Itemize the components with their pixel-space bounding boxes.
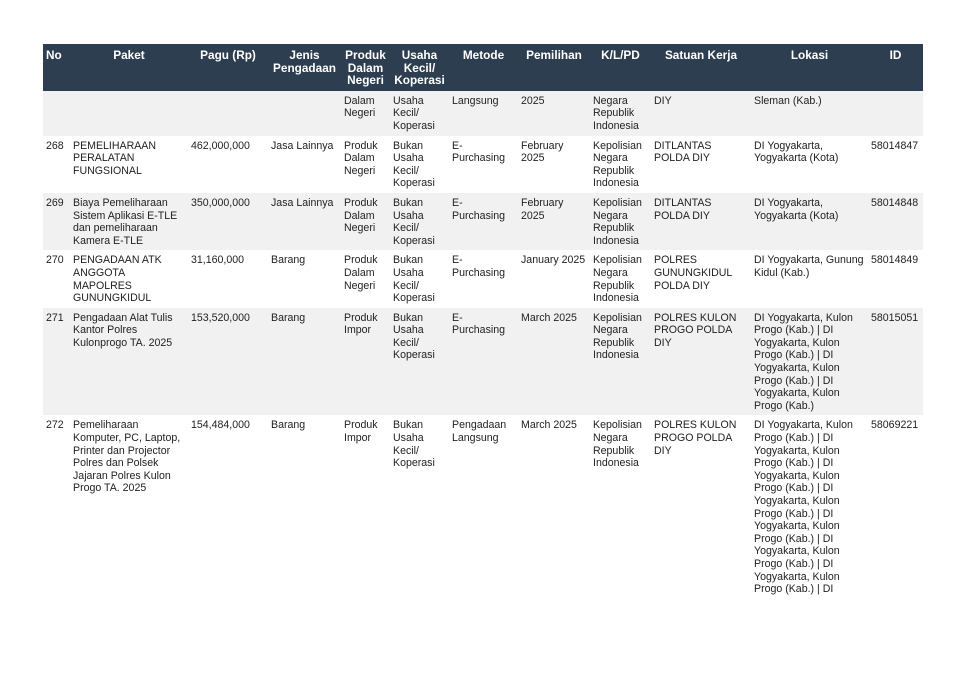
cell-paket: Biaya Pemeliharaan Sistem Aplikasi E-TLE dan pemeliharaan Kamera E-TLE: [70, 193, 188, 250]
cell-metode: E-Purchasing: [449, 250, 518, 307]
cell-lokasi: DI Yogyakarta, Kulon Progo (Kab.) | DI Yogyakarta, Kulon Progo (Kab.) | DI Yogyakarta, Kulon Progo (Kab.) | DI Yogyakarta, Kulon Progo (Kab.): [751, 308, 868, 416]
cell-pemilihan: January 2025: [518, 250, 590, 307]
cell-jenis: Barang: [268, 415, 341, 598]
cell-jenis: [268, 91, 341, 136]
header-pemilihan: Pemilihan: [518, 44, 590, 91]
cell-lokasi: DI Yogyakarta, Gunung Kidul (Kab.): [751, 250, 868, 307]
cell-metode: Langsung: [449, 91, 518, 136]
cell-jenis: Barang: [268, 250, 341, 307]
cell-produk: Produk Impor: [341, 415, 390, 598]
cell-produk: Produk Dalam Negeri: [341, 136, 390, 193]
cell-produk: Produk Dalam Negeri: [341, 193, 390, 250]
cell-satuan: POLRES KULON PROGO POLDA DIY: [651, 308, 751, 416]
header-id: ID: [868, 44, 923, 91]
cell-id: [868, 91, 923, 136]
cell-no: 268: [43, 136, 70, 193]
cell-klpd: Kepolisian Negara Republik Indonesia: [590, 308, 651, 416]
table-row: [43, 193, 923, 250]
cell-id: 58014849: [868, 250, 923, 307]
header-lokasi: Lokasi: [751, 44, 868, 91]
cell-pagu: 31,160,000: [188, 250, 268, 307]
cell-jenis: Barang: [268, 308, 341, 416]
cell-metode: E-Purchasing: [449, 193, 518, 250]
cell-pemilihan: 2025: [518, 91, 590, 136]
cell-no: 272: [43, 415, 70, 598]
cell-id: 58014847: [868, 136, 923, 193]
cell-klpd: Kepolisian Negara Republik Indonesia: [590, 136, 651, 193]
cell-lokasi: DI Yogyakarta, Kulon Progo (Kab.) | DI Yogyakarta, Kulon Progo (Kab.) | DI Yogyakarta, Kulon Progo (Kab.) | DI Yogyakarta, Kulon Progo (Kab.) | DI Yogyakarta, Kulon Progo (Kab.) | DI Yogyakarta, Kulon Progo (Kab.) | DI Yogyakarta, Kulon Progo (Kab.) | DI: [751, 415, 868, 598]
cell-satuan: POLRES GUNUNGKIDUL POLDA DIY: [651, 250, 751, 307]
cell-no: 271: [43, 308, 70, 416]
table-row: [43, 91, 923, 136]
cell-metode: Pengadaan Langsung: [449, 415, 518, 598]
cell-pagu: 154,484,000: [188, 415, 268, 598]
table-header: [43, 44, 923, 91]
cell-no: [43, 91, 70, 136]
cell-pemilihan: March 2025: [518, 308, 590, 416]
cell-id: 58014848: [868, 193, 923, 250]
cell-klpd: Negara Republik Indonesia: [590, 91, 651, 136]
cell-usaha: Bukan Usaha Kecil/ Koperasi: [390, 136, 449, 193]
cell-no: 269: [43, 193, 70, 250]
table-row: [43, 415, 923, 598]
cell-usaha: Bukan Usaha Kecil/ Koperasi: [390, 308, 449, 416]
procurement-table: [43, 44, 923, 599]
cell-satuan: DIY: [651, 91, 751, 136]
cell-paket: Pemeliharaan Komputer, PC, Laptop, Printer dan Projector Polres dan Polsek Jajaran Polres Kulon Progo TA. 2025: [70, 415, 188, 598]
cell-paket: [70, 91, 188, 136]
cell-klpd: Kepolisian Negara Republik Indonesia: [590, 193, 651, 250]
cell-lokasi: DI Yogyakarta, Yogyakarta (Kota): [751, 136, 868, 193]
cell-metode: E-Purchasing: [449, 136, 518, 193]
cell-paket: Pengadaan Alat Tulis Kantor Polres Kulonprogo TA. 2025: [70, 308, 188, 416]
cell-no: 270: [43, 250, 70, 307]
cell-satuan: DITLANTAS POLDA DIY: [651, 136, 751, 193]
header-paket: Paket: [70, 44, 188, 91]
header-usaha-kecil: Usaha Kecil/ Koperasi: [390, 44, 449, 91]
cell-usaha: Bukan Usaha Kecil/ Koperasi: [390, 250, 449, 307]
cell-paket: PENGADAAN ATK ANGGOTA MAPOLRES GUNUNGKIDUL: [70, 250, 188, 307]
table-row: [43, 136, 923, 193]
table-body: [43, 91, 923, 599]
cell-id: 58069221: [868, 415, 923, 598]
cell-produk: Produk Dalam Negeri: [341, 250, 390, 307]
header-produk-dalam-negeri: Produk Dalam Negeri: [341, 44, 390, 91]
cell-usaha: Bukan Usaha Kecil/ Koperasi: [390, 193, 449, 250]
cell-produk: Dalam Negeri: [341, 91, 390, 136]
cell-pagu: 350,000,000: [188, 193, 268, 250]
cell-lokasi: Sleman (Kab.): [751, 91, 868, 136]
header-metode: Metode: [449, 44, 518, 91]
cell-lokasi: DI Yogyakarta, Yogyakarta (Kota): [751, 193, 868, 250]
header-no: No: [43, 44, 70, 91]
cell-usaha: Bukan Usaha Kecil/ Koperasi: [390, 415, 449, 598]
cell-pemilihan: February 2025: [518, 136, 590, 193]
cell-satuan: DITLANTAS POLDA DIY: [651, 193, 751, 250]
cell-satuan: POLRES KULON PROGO POLDA DIY: [651, 415, 751, 598]
cell-jenis: Jasa Lainnya: [268, 193, 341, 250]
cell-pagu: [188, 91, 268, 136]
cell-pemilihan: February 2025: [518, 193, 590, 250]
header-klpd: K/L/PD: [590, 44, 651, 91]
header-satuan-kerja: Satuan Kerja: [651, 44, 751, 91]
header-jenis-pengadaan: Jenis Pengadaan: [268, 44, 341, 91]
cell-klpd: Kepolisian Negara Republik Indonesia: [590, 415, 651, 598]
cell-metode: E-Purchasing: [449, 308, 518, 416]
cell-id: 58015051: [868, 308, 923, 416]
cell-usaha: Usaha Kecil/ Koperasi: [390, 91, 449, 136]
header-pagu: Pagu (Rp): [188, 44, 268, 91]
cell-jenis: Jasa Lainnya: [268, 136, 341, 193]
table-row: [43, 308, 923, 416]
cell-paket: PEMELIHARAAN PERALATAN FUNGSIONAL: [70, 136, 188, 193]
table-row: [43, 250, 923, 307]
cell-pagu: 462,000,000: [188, 136, 268, 193]
cell-produk: Produk Impor: [341, 308, 390, 416]
cell-pagu: 153,520,000: [188, 308, 268, 416]
cell-pemilihan: March 2025: [518, 415, 590, 598]
cell-klpd: Kepolisian Negara Republik Indonesia: [590, 250, 651, 307]
